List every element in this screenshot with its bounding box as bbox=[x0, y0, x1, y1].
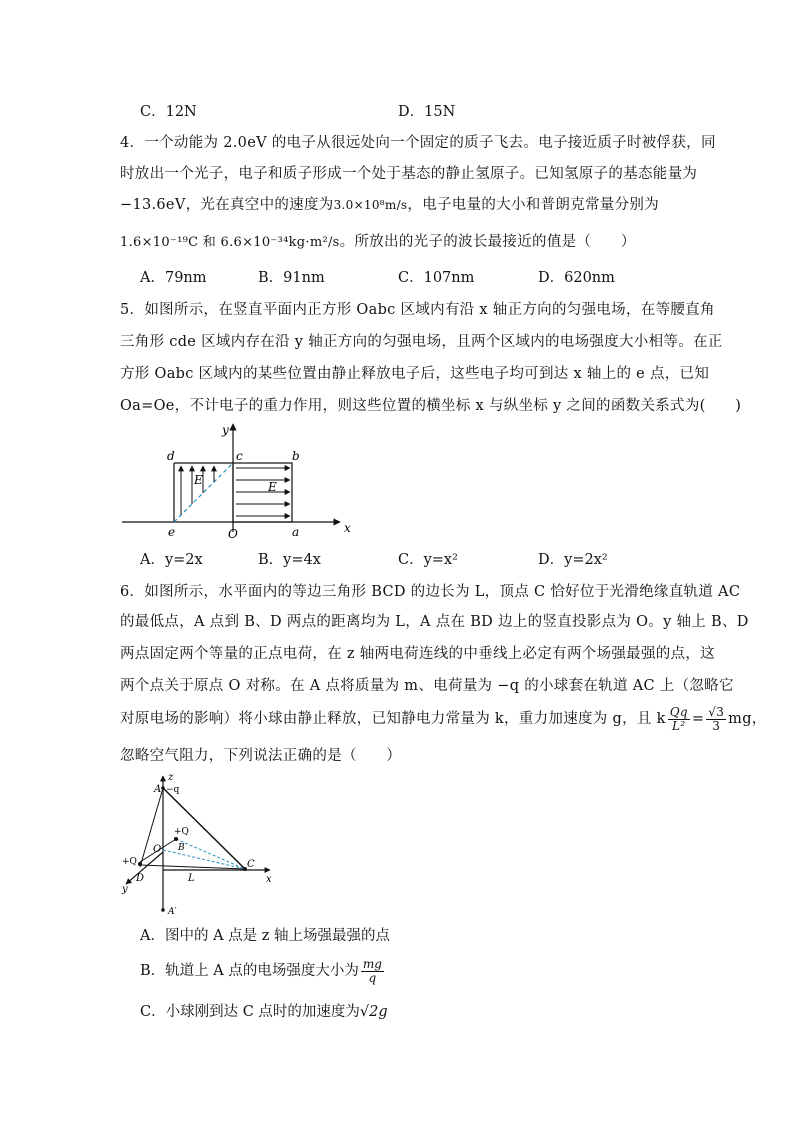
q5-stem-line1: 5．如图所示，在竖直平面内正方形 Oabc 区域内有沿 x 轴正方向的匀强电场，在等腰直角 bbox=[120, 302, 715, 318]
label-d: d bbox=[167, 449, 175, 463]
q5-stem-line2: 三角形 cde 区域内存在沿 y 轴正方向的匀强电场，且两个区域内的电场强度大小相等。在正 bbox=[120, 334, 723, 350]
fraction-mg-over-q: $\frac{mg}{q}$ bbox=[362, 956, 382, 985]
label-pos-q-b: +Q bbox=[174, 827, 189, 837]
q6-triangle-diagram bbox=[118, 772, 278, 918]
q6-stem-line6: 忽略空气阻力，下列说法正确的是（ ） bbox=[120, 748, 402, 764]
q4-stem-line1: 4．一个动能为 2.0eV 的电子从很远处向一个固定的质子飞去。电子接近质子时被俘获，同 bbox=[120, 135, 716, 151]
q4-stem-line4: 1.6×10⁻¹⁹C 和 6.6×10⁻³⁴kg·m²/s。所放出的光子的波长最接近的值是（ ） bbox=[120, 234, 636, 250]
q4-option-c: C．107nm bbox=[398, 270, 475, 286]
q6-stem-line4: 两个点关于原点 O 对称。在 A 点将质量为 m、电荷量为 −q 的小球套在轨道 AC 上（忽略它 bbox=[120, 678, 734, 694]
label-a: a bbox=[292, 525, 300, 539]
q5-option-d: D．y=2x² bbox=[538, 552, 608, 568]
q6-option-b: B．轨道上 A 点的电场强度大小为 $\frac{mg}{q}$ bbox=[140, 956, 382, 985]
q5-field-diagram bbox=[118, 418, 358, 542]
q5-option-c: C．y=x² bbox=[398, 552, 458, 568]
q4-stem-line2: 时放出一个光子，电子和质子形成一个处于基态的静止氢原子。已知氢原子的基态能量为 bbox=[120, 166, 698, 182]
label-e: e bbox=[168, 525, 176, 539]
label-d: D bbox=[136, 873, 145, 884]
q3-option-d: D．15N bbox=[398, 104, 456, 120]
label-field-e2: E bbox=[268, 480, 277, 494]
label-z: z bbox=[168, 772, 174, 783]
label-l: L bbox=[188, 873, 195, 884]
fraction-sqrt3-over-3: $\frac{√3}{3}$ bbox=[708, 704, 725, 733]
label-c: c bbox=[236, 449, 243, 463]
label-a-prime: A′ bbox=[168, 907, 177, 917]
label-pos-q-d: +Q bbox=[122, 857, 137, 867]
q6-option-c: C．小球刚到达 C 点时的加速度为√2g bbox=[140, 1004, 388, 1020]
q5-option-b: B．y=4x bbox=[258, 552, 321, 568]
label-c: C bbox=[247, 859, 255, 870]
q4-option-a: A．79nm bbox=[140, 270, 207, 286]
label-neg-q: −q bbox=[166, 785, 180, 795]
label-a: A bbox=[154, 784, 162, 795]
label-y: y bbox=[222, 423, 229, 437]
q6-stem-line3: 两点固定两个等量的正点电荷，在 z 轴两电荷连线的中垂线上必定有两个场强最强的点，这 bbox=[120, 646, 715, 662]
label-y: y bbox=[122, 884, 128, 895]
label-x: x bbox=[344, 521, 351, 535]
q4-stem-line3: −13.6eV，光在真空中的速度为3.0×10⁸m/s，电子电量的大小和普朗克常量分别为 bbox=[120, 197, 660, 213]
q3-option-c: C．12N bbox=[140, 104, 197, 120]
q6-stem-line5: 对原电场的影响）将小球由静止释放，已知静电力常量为 k，重力加速度为 g，且 k $\frac{Qq}{\text{L²}}$ = $\frac{√3}{3}$ mg， bbox=[120, 704, 767, 733]
label-b: b bbox=[292, 449, 300, 463]
q6-stem-line2: 的最低点，A 点到 B、D 两点的距离均为 L，A 点在 BD 边上的竖直投影点为 O。y 轴上 B、D bbox=[120, 614, 749, 630]
label-x: x bbox=[266, 874, 272, 885]
label-origin: O bbox=[153, 844, 162, 855]
q6-option-a: A．图中的 A 点是 z 轴上场强最强的点 bbox=[140, 928, 391, 944]
q4-option-b: B．91nm bbox=[258, 270, 325, 286]
fraction-qq-over-l2: $\frac{Qq}{\text{L²}}$ bbox=[669, 704, 688, 733]
q5-stem-line3: 方形 Oabc 区域内的某些位置由静止释放电子后，这些电子均可到达 x 轴上的 e 点，已知 bbox=[120, 366, 710, 382]
q4-option-d: D．620nm bbox=[538, 270, 615, 286]
label-origin: O bbox=[228, 527, 238, 541]
q6-stem-line1: 6．如图所示，水平面内的等边三角形 BCD 的边长为 L，顶点 C 恰好位于光滑绝缘直轨道 AC bbox=[120, 584, 741, 600]
q5-stem-line4: Oa=Oe，不计电子的重力作用，则这些位置的横坐标 x 与纵坐标 y 之间的函数关系式为( ) bbox=[120, 398, 742, 414]
label-b: B bbox=[178, 843, 185, 853]
q5-option-a: A．y=2x bbox=[140, 552, 203, 568]
label-field-e1: E bbox=[194, 473, 203, 487]
